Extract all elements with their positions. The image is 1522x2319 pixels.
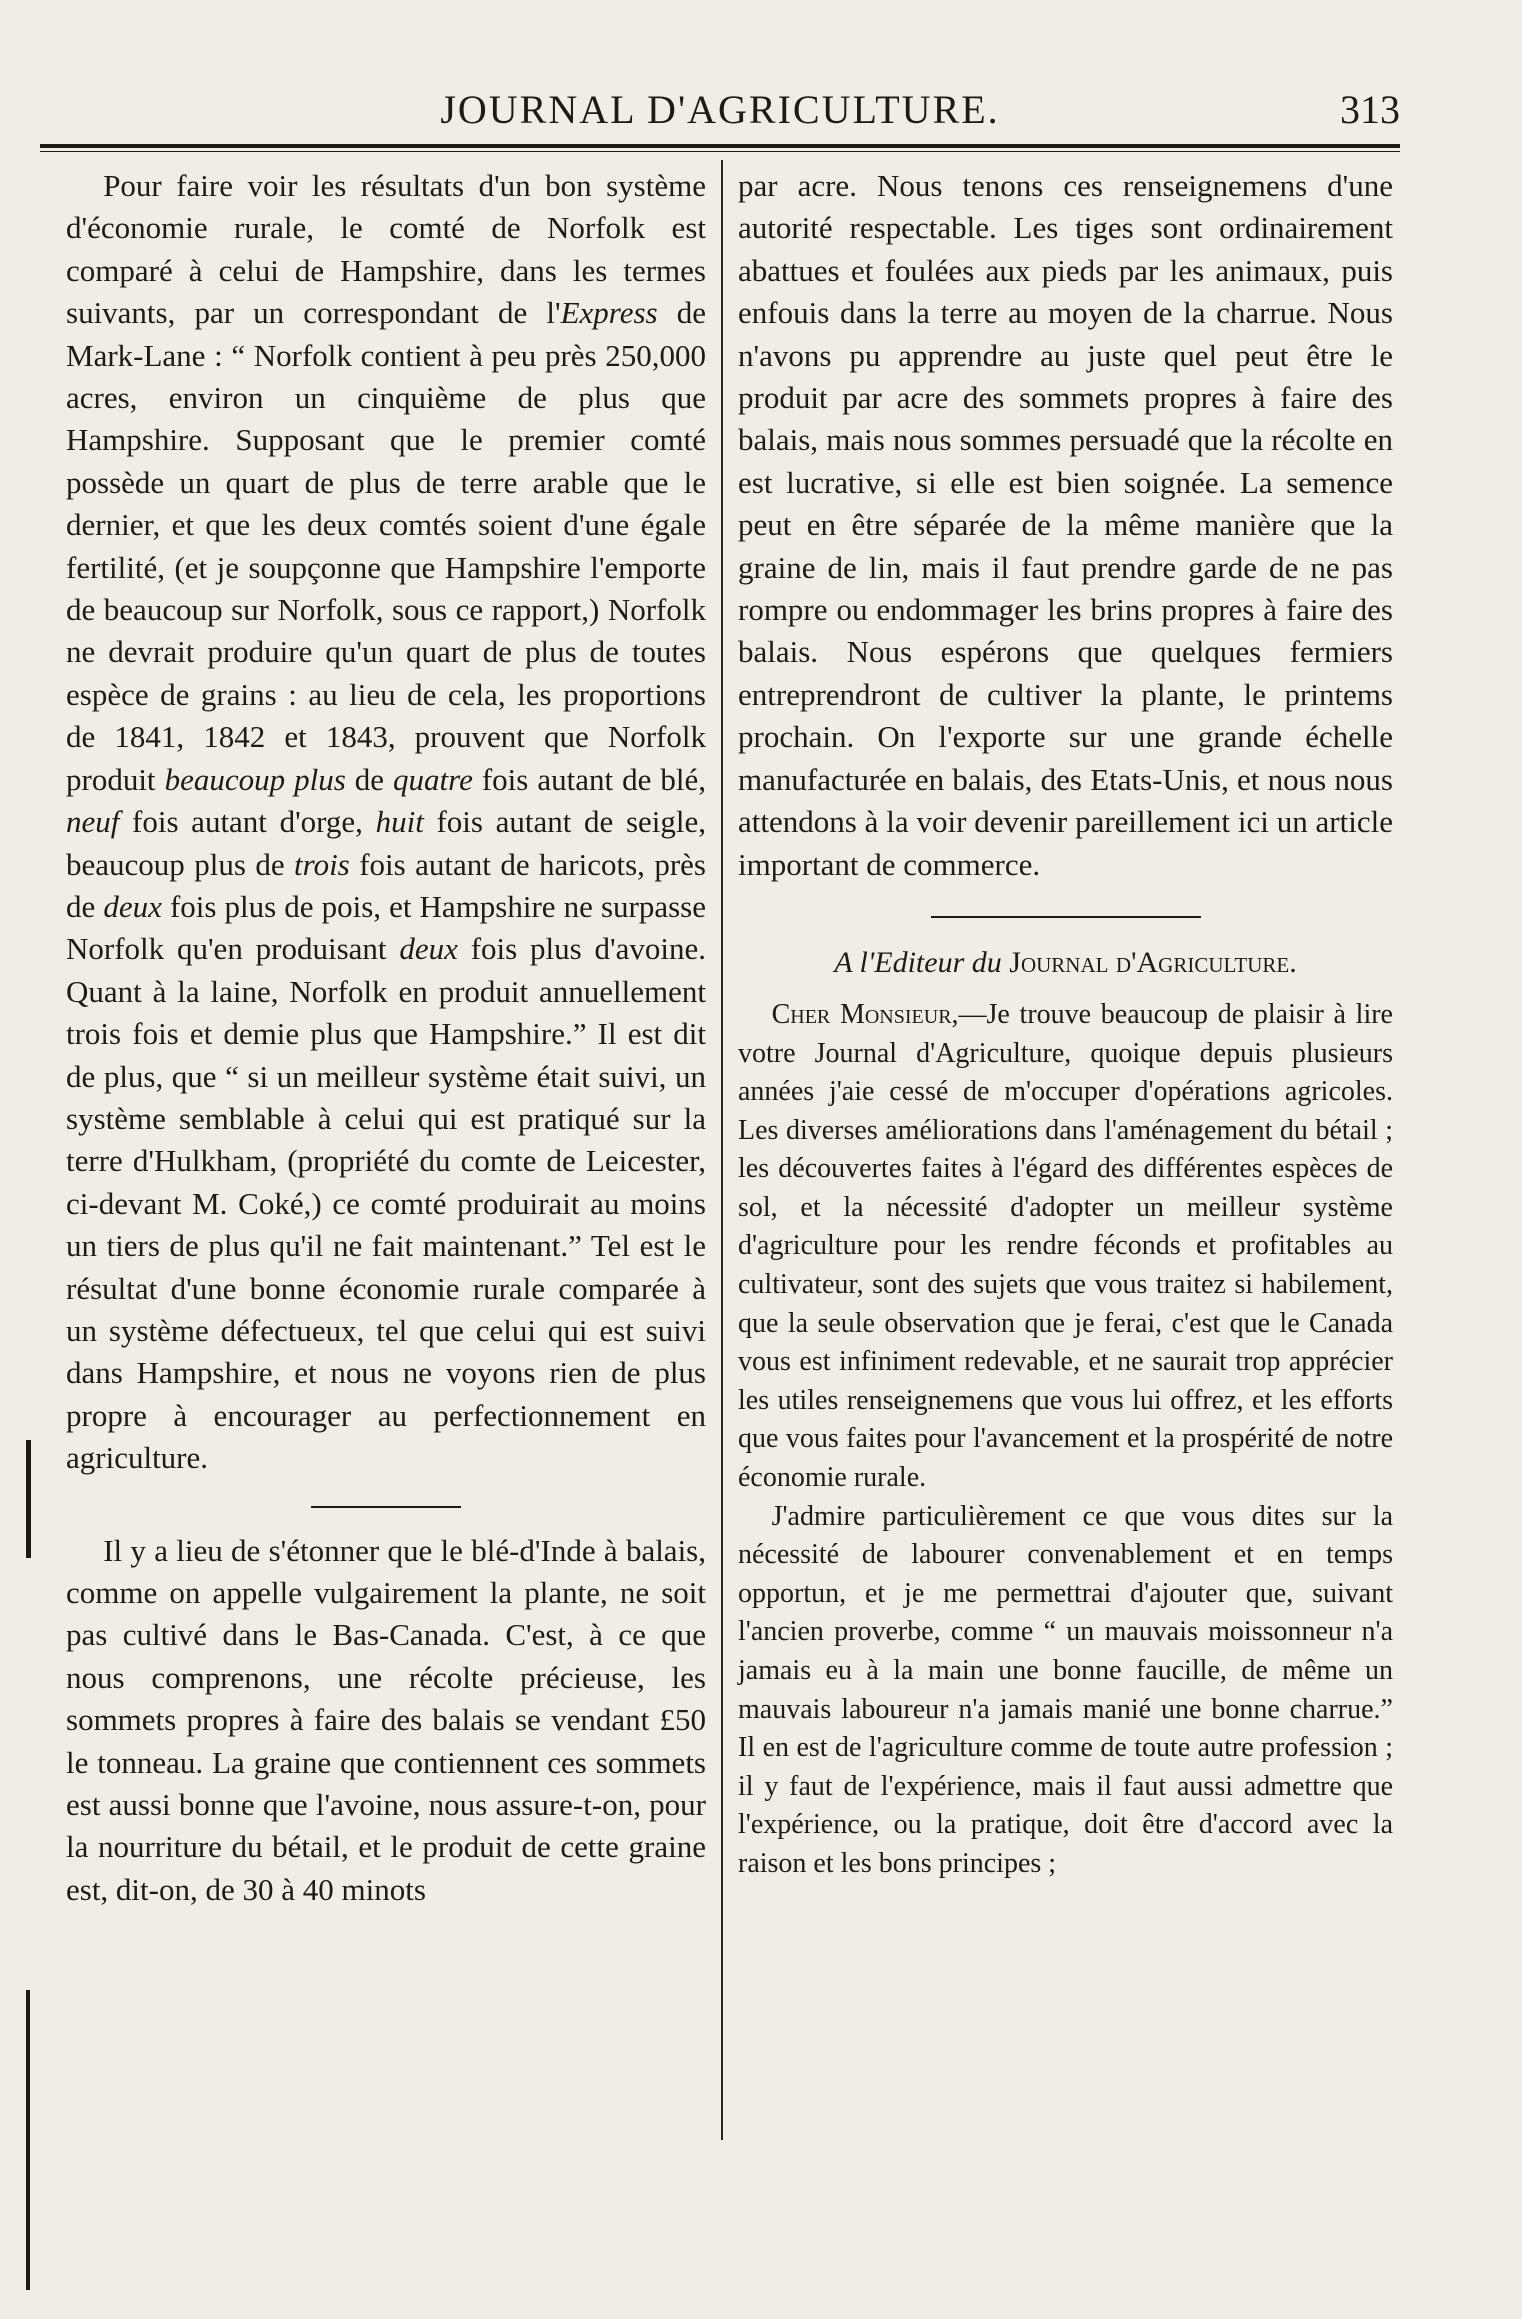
page-header (40, 86, 1400, 136)
column-divider (721, 160, 723, 2140)
letter-salutation: Cher Monsieur, (771, 998, 959, 1030)
norfolk-paragraph: Pour faire voir les résultats d'un bon système d'économie rurale, le comté de Norfolk est comparé à celui de Hampshire, dans les termes suivants, par un correspondant de l'Express de Mark-Lane : “ Norfolk contient à peu près 250,000 acres, environ un cinquième de plus que Hampshire. Supposant que le premier comté possède un quart de plus de terre arable que le dernier, et que les deux comtés soient d'une égale fertilité, (et je soupçonne que Hampshire l'emporte de beaucoup sur Norfolk, sous ce rapport,) Norfolk ne devrait produire qu'un quart de plus de toutes espèce de grains : au lieu de cela, les proportions de 1841, 1842 et 1843, prouvent que Norfolk produit beaucoup plus de quatre fois autant de blé, neuf fois autant d'orge, huit fois autant de seigle, beaucoup plus de trois fois autant de haricots, près de deux fois plus de pois, et Hampshire ne surpasse Norfolk qu'en produisant deux fois plus d'avoine. Quant à la laine, Norfolk en produit annuellement trois fois et demie plus que Hampshire.” Il est dit de plus, que “ si un meilleur système était suivi, un système semblable à celui qui est pratiqué sur la terre d'Hulkham, (propriété du comte de Leicester, ci-devant M. Coké,) ce comté produirait au moins un tiers de plus qu'il ne fait maintenant.” Tel est le résultat d'une bonne économie rurale comparée à un système défectueux, tel que celui qui est suivi dans Hampshire, et nous ne voyons rien de plus propre à encourager au perfectionnement en agriculture. (66, 168, 707, 1476)
margin-mark (26, 1440, 31, 1558)
broom-corn-paragraph: Il y a lieu de s'étonner que le blé-d'Inde à balais, comme on appelle vulgairement la plante, ne soit pas cultivé dans le Bas-Canada. C'est, à ce que nous comprenons, une récolte précieuse, les sommets propres à faire des balais se vendant £50 le tonneau. La graine que contiennent ces sommets est aussi bonne que l'avoine, nous assure-t-on, pour la nourriture du bétail, et le produit de cette graine est, dit-on, de 30 à 40 minots (66, 1532, 706, 1907)
header-rule-thin (40, 151, 1400, 152)
running-title: JOURNAL D'AGRICULTURE. (440, 87, 1000, 132)
page-number: 313 (1340, 87, 1400, 132)
letter-paragraph: J'admire particulièrement ce que vous dites sur la nécessité de labourer convenablement et en temps opportun, et je me permettrai d'ajouter que, suivant l'ancien proverbe, comme “ un mauvais moissonneur n'a jamais eu à la main une bonne faucille, de même un mauvais laboureur n'a jamais manié une bonne charrue.” Il en est de l'agriculture comme de toute autre profession ; il y faut de l'expérience, mais il faut aussi admettre que l'expérience, ou la pratique, doit être d'accord avec la raison et les bons principes ; (738, 1500, 1393, 1879)
section-separator (311, 1506, 461, 1508)
header-rule-thick (40, 144, 1400, 148)
margin-mark (26, 1990, 30, 2290)
letter-paragraph: Cher Monsieur,—Je trouve beaucoup de plaisir à lire votre Journal d'Agriculture, quoique depuis plusieurs années j'aie cessé de m'occuper d'opérations agricoles. Les diverses améliorations dans l'aménagement du bétail ; les découvertes faites à l'égard des différentes espèces de sol, et la nécessité d'adopter un meilleur système d'agriculture pour les rendre féconds et profitables au cultivateur, sont des sujets que vous traitez si habilement, que la seule observation que je ferai, c'est que le Canada vous est infiniment redevable, et ne saurait trop apprécier les utiles renseignemens que vous lui offrez, et les efforts que vous faites pour l'avancement et la prospérité de notre économie rurale. (738, 998, 1393, 1494)
letter-heading: A l'Editeur du Journal d'Agriculture. (834, 945, 1297, 979)
broom-corn-continuation: par acre. Nous tenons ces renseignemens d'une autorité respectable. Les tiges sont ordinairement abattues et foulées aux pieds par les animaux, puis enfouis dans la terre au moyen de la charrue. Nous n'avons pu apprendre au juste quel peut être le produit par acre des sommets propres à faire des balais, mais nous sommes persuadé que la récolte en est lucrative, si elle est bien soignée. La semence peut en être séparée de la même manière que la graine de lin, mais il faut prendre garde de ne pas rompre ou endommager les brins propres à faire des balais. Nous espérons que quelques fermiers entreprendront de cultiver la plante, le printems prochain. On l'exporte sur une grande échelle manufacturée en balais, des Etats-Unis, et nous nous attendons à la voir devenir pareillement ici un article important de commerce. (738, 168, 1393, 882)
section-separator (931, 916, 1201, 918)
right-column (738, 165, 1393, 1884)
left-column (66, 165, 706, 1911)
